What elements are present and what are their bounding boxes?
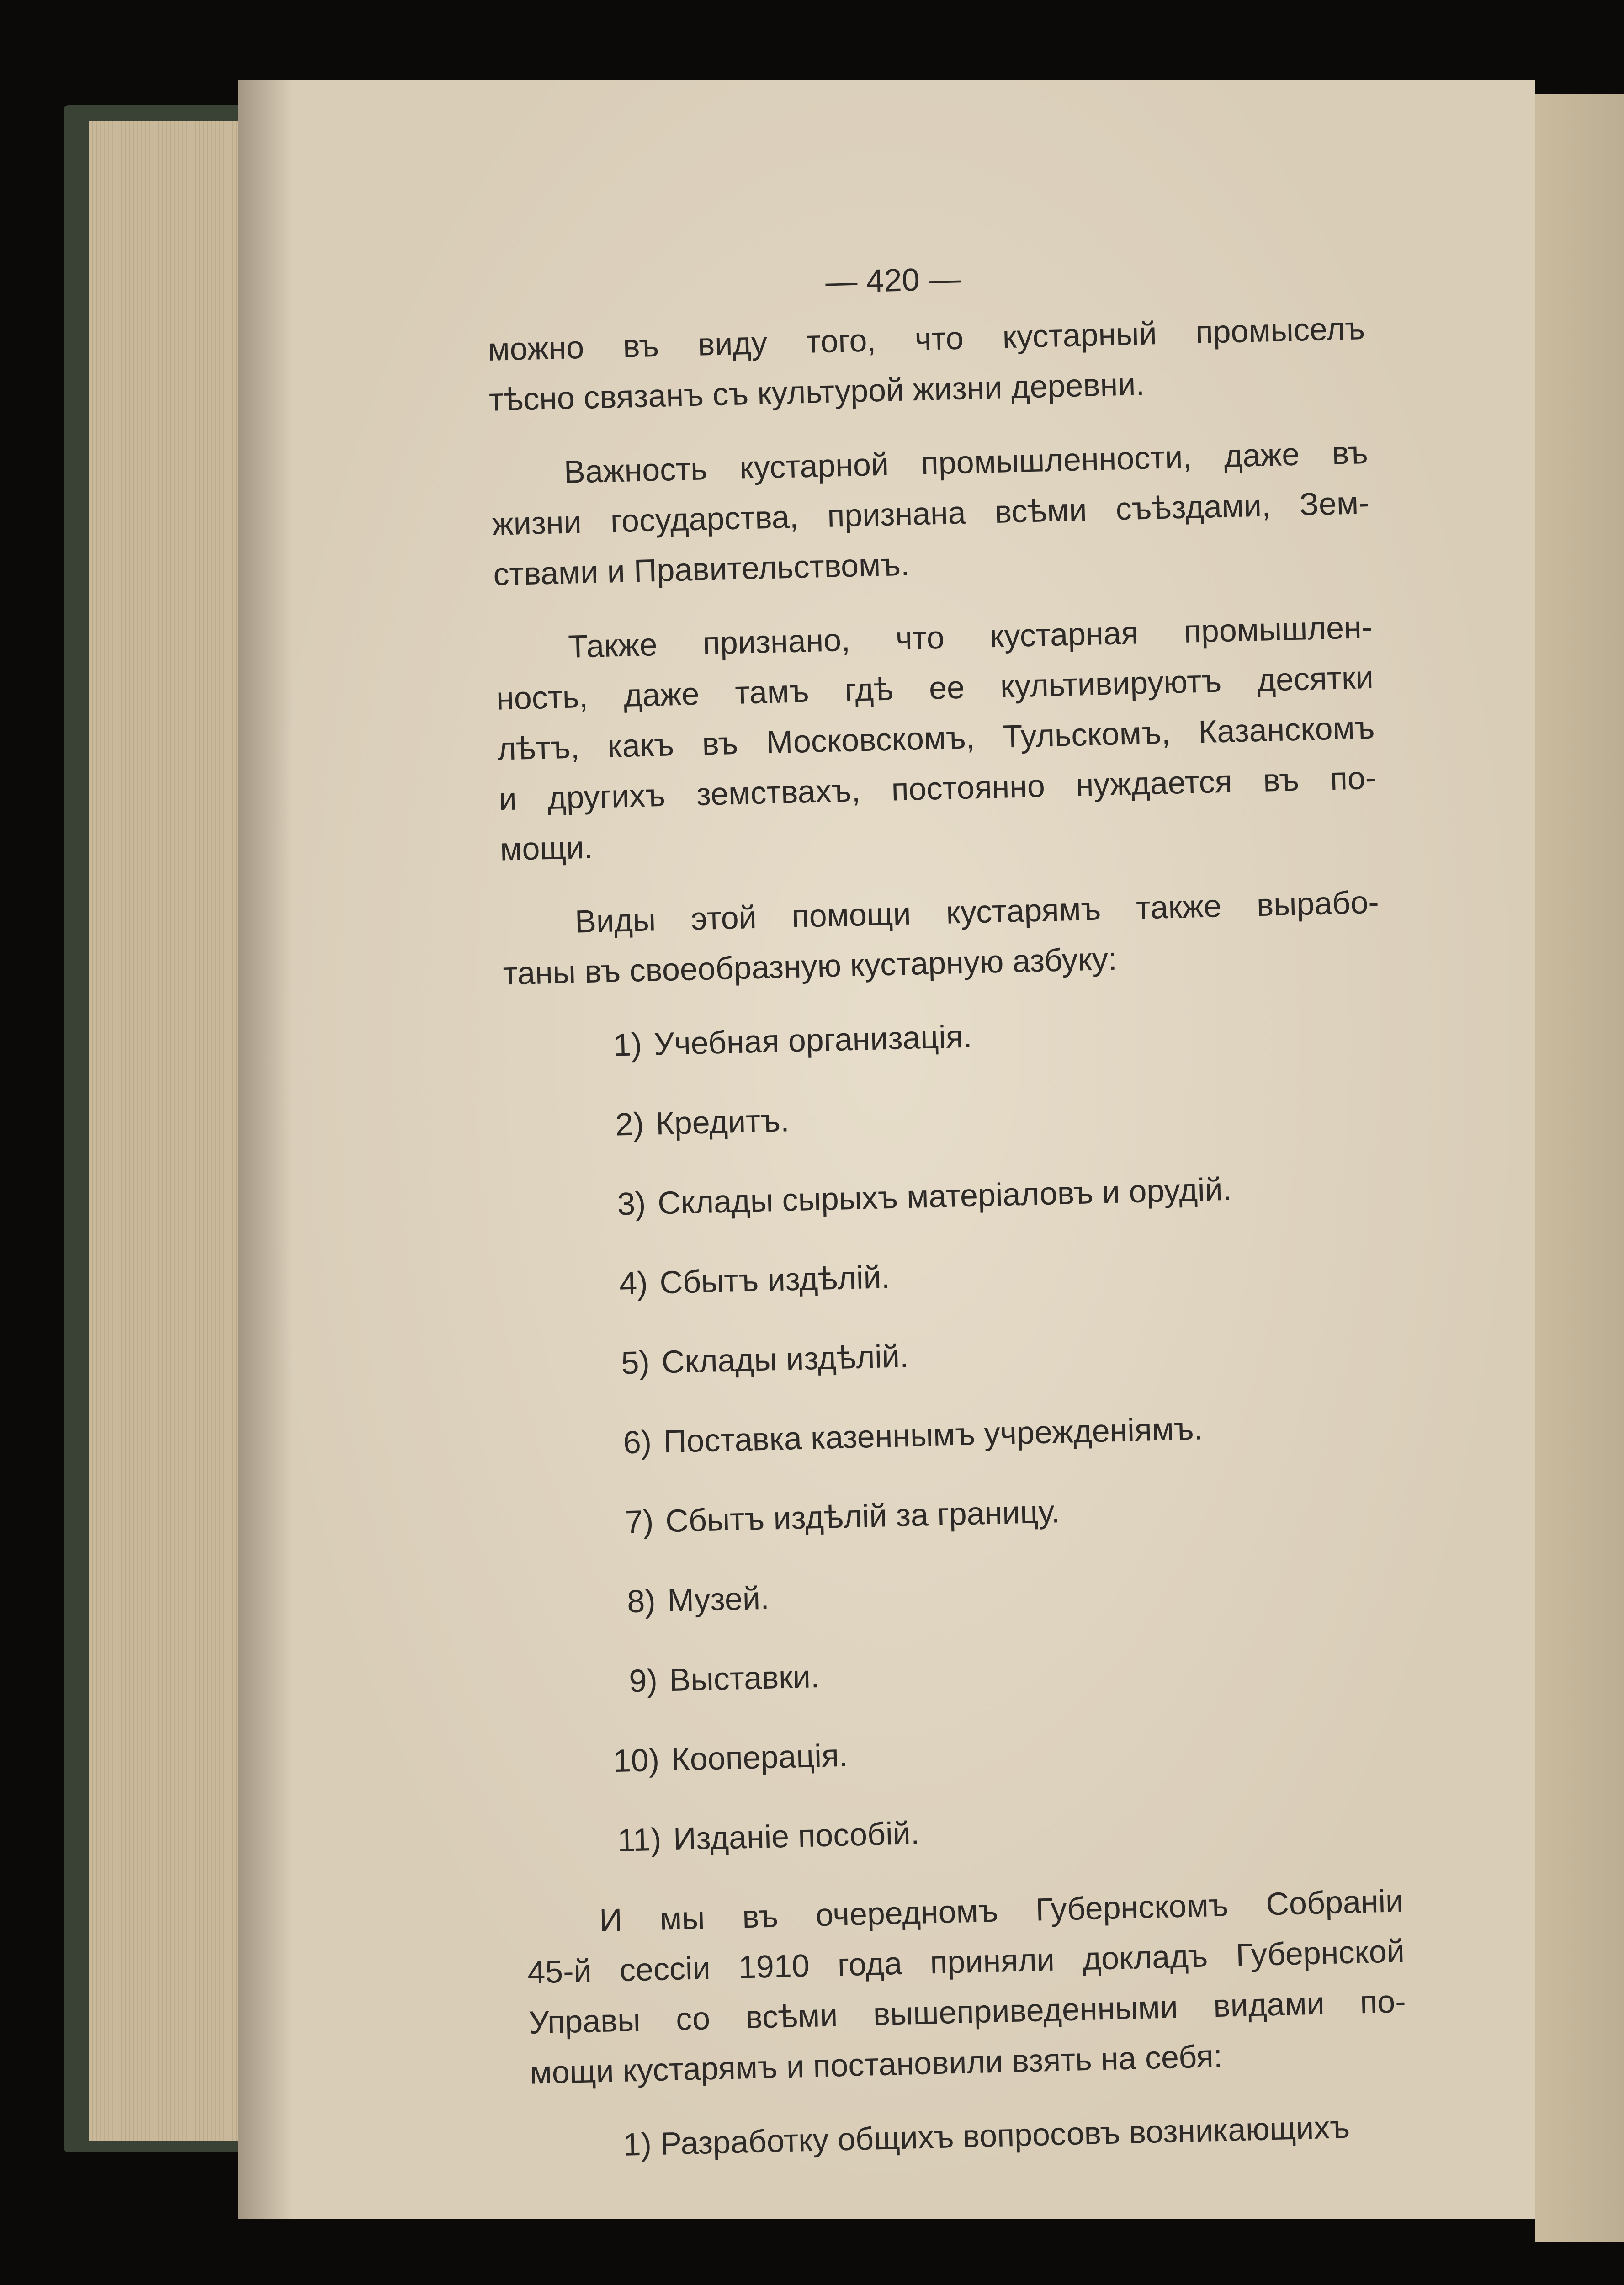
paragraph-4-line-2: таны въ своеобразную кустарную азбуку:	[502, 941, 1118, 992]
paragraph-3	[494, 602, 1378, 875]
list-item-text: Поставка казеннымъ учрежденіямъ.	[663, 1410, 1203, 1460]
list-item	[606, 1796, 1402, 1865]
list-item-number: 4)	[619, 1265, 648, 1302]
list-item	[604, 1716, 1400, 1786]
list-item-number: 3)	[617, 1185, 647, 1222]
adjacent-page-edge	[1535, 94, 1624, 2242]
paragraph-4	[501, 877, 1381, 999]
list-item-number: 5)	[621, 1344, 650, 1381]
list-item-text: Склады сырыхъ матеріаловъ и орудій.	[657, 1171, 1232, 1221]
paragraph-5-line-3: Управы со всѣми вышеприведенными видами по-	[528, 1983, 1406, 2041]
list-item-number: 9)	[628, 1662, 658, 1699]
resolution-item-text: Разработку общихъ вопросовъ возникающихъ	[660, 2109, 1350, 2162]
page-number: — 420 —	[825, 260, 961, 300]
list-item-number: 1)	[613, 1026, 642, 1063]
list-item	[589, 1081, 1385, 1150]
paragraph-3-line-4: и другихъ земствахъ, постоянно нуждается въ по-	[498, 760, 1376, 817]
paragraph-3-line-3: лѣтъ, какъ въ Московскомъ, Тульскомъ, Казанскомъ	[497, 709, 1375, 767]
list-item-text: Склады издѣлій.	[661, 1338, 909, 1380]
list-item	[590, 1160, 1386, 1229]
list-item-number: 2)	[615, 1106, 644, 1142]
paragraph-1-line-1: можно въ виду того, что кустарный промыселъ	[487, 310, 1365, 367]
list-item	[596, 1398, 1392, 1468]
list-item-text: Изданіе пособій.	[673, 1815, 920, 1857]
paragraph-4-line-1: Виды этой помощи кустарямъ также вырабо-	[574, 884, 1380, 940]
list-item-number: 11)	[617, 1821, 662, 1858]
list-item	[594, 1319, 1390, 1388]
gutter-shadow	[238, 80, 292, 2219]
resolution-item-number: 1)	[622, 2126, 652, 2163]
paragraph-2	[490, 427, 1371, 600]
paragraph-2-line-2: жизни государства, признана всѣми съѣздами, Зем-	[491, 484, 1370, 542]
paragraph-3-line-2: ность, даже тамъ гдѣ ее культивируютъ десятки	[496, 659, 1374, 717]
paragraph-2-line-1: Важность кустарной промышленности, даже въ	[563, 434, 1369, 490]
list-item	[600, 1557, 1396, 1627]
paragraph-1	[487, 303, 1367, 425]
paragraph-1-line-2: тѣсно связанъ съ культурой жизни деревни.	[488, 366, 1145, 418]
list-item-text: Кооперація.	[671, 1737, 849, 1778]
page-text	[486, 244, 1409, 2172]
list-item-number: 6)	[622, 1424, 652, 1461]
page-edges	[89, 121, 258, 2141]
list-item	[592, 1239, 1388, 1309]
list-item-number: 8)	[626, 1583, 656, 1620]
list-item-text: Сбытъ издѣлій за границу.	[665, 1493, 1061, 1539]
paragraph-3-line-1: Также признано, что кустарная промышлен-	[568, 609, 1373, 664]
list-item-text: Выставки.	[669, 1658, 820, 1698]
list-item-text: Сбытъ издѣлій.	[659, 1259, 891, 1301]
paragraph-5-line-4: мощи кустарямъ и постановили взять на себя:	[529, 2038, 1223, 2091]
list-item-text: Музей.	[667, 1580, 770, 1619]
list-item	[598, 1478, 1394, 1547]
list-item-text: Кредитъ.	[655, 1102, 790, 1142]
list-item-number: 10)	[612, 1742, 660, 1779]
assistance-types-list	[504, 1001, 1402, 1868]
list-item-number: 7)	[625, 1503, 654, 1540]
paragraph-5-line-2: 45-й сессіи 1910 года приняли докладъ Губернской	[527, 1933, 1405, 1990]
list-item	[586, 1001, 1382, 1071]
list-item-text: Учебная организація.	[653, 1018, 973, 1062]
paragraph-2-line-3: ствами и Правительствомъ.	[493, 546, 910, 592]
paragraph-5-line-1: И мы въ очередномъ Губернскомъ Собраніи	[599, 1883, 1404, 1938]
paragraph-3-line-5: мощи.	[499, 829, 594, 867]
list-item	[602, 1637, 1398, 1706]
paragraph-5	[525, 1876, 1407, 2098]
